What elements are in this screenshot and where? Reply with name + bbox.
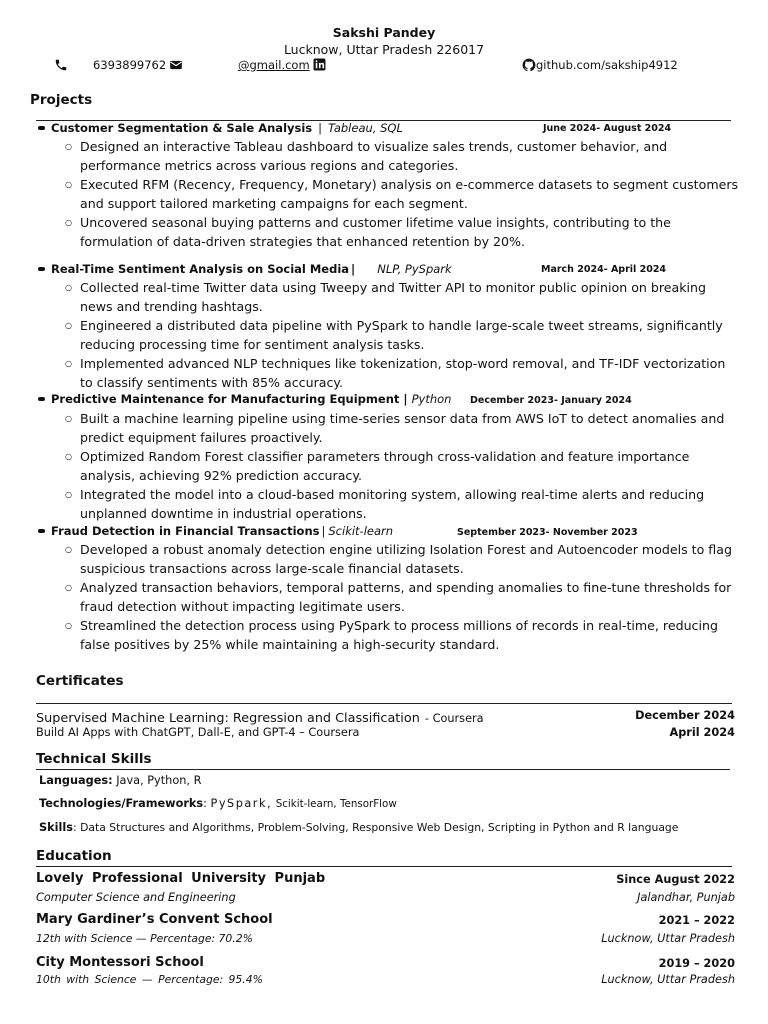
skills-languages — [39, 774, 201, 787]
list-item: ○ Analyzed transaction behaviors, temporal patterns, and spending anomalies to fine-tune thresholds for fraud detection without impacting legitimate users. — [64, 578, 739, 616]
list-item: ○ Built a machine learning pipeline using time-series sensor data from AWS IoT to detect anomalies and predict equipment failures proactively. — [64, 409, 739, 447]
project-4-bullets — [64, 540, 739, 654]
project-title: Real-Time Sentiment Analysis on Social Media — [51, 262, 350, 276]
school-detail: Computer Science and Engineering — [36, 891, 236, 904]
linkedin-icon — [313, 58, 327, 72]
email-link[interactable]: @gmail.com — [238, 58, 310, 72]
school-name: Mary Gardiner’s Convent School — [36, 912, 273, 927]
list-item: ○ Optimized Random Forest classifier parameters through cross-validation and feature importance analysis, achieving 92% prediction accuracy. — [64, 447, 739, 485]
linkedin-contact[interactable] — [313, 58, 327, 72]
project-1-bullets — [64, 137, 739, 251]
certificate-issuer: - Coursera — [424, 712, 484, 725]
project-1-header — [38, 121, 403, 135]
skills-general — [39, 821, 678, 834]
school-place: Lucknow, Uttar Pradesh — [601, 932, 735, 945]
skills-heading: Technical Skills — [36, 751, 152, 767]
skills-value: : Data Structures and Algorithms, Problem-Solving, Responsive Web Design, Scripting in Python and R language — [73, 821, 679, 834]
list-item: ○ Collected real-time Twitter data using Tweepy and Twitter API to monitor public opinion on breaking news and trending hashtags. — [64, 278, 739, 316]
bullet-dot — [38, 126, 45, 130]
list-item: ○ Implemented advanced NLP techniques like tokenization, stop-word removal, and TF-IDF vectorization to classify sentiments with 85% accuracy. — [64, 354, 739, 392]
phone-number[interactable]: 6393899762 — [93, 58, 167, 72]
education-divider — [36, 866, 732, 867]
school-name: Lovely Professional University Punjab — [36, 871, 326, 886]
address: Lucknow, Uttar Pradesh 226017 — [283, 42, 485, 57]
project-tech: Tableau, SQL — [328, 121, 403, 135]
technologies-label: Technologies/Frameworks — [39, 797, 204, 810]
education-heading: Education — [36, 848, 112, 864]
school-date: 2021 – 2022 — [658, 914, 735, 927]
project-title: Fraud Detection in Financial Transactions — [51, 524, 320, 538]
github-icon — [522, 58, 536, 72]
project-date: December 2023- January 2024 — [470, 395, 632, 406]
list-item: ○ Streamlined the detection process using PySpark to process millions of records in real-time, reducing false positives by 25% while maintaining a high-security standard. — [64, 616, 739, 654]
skills-divider — [36, 769, 730, 770]
project-title: Customer Segmentation & Sale Analysis — [51, 121, 313, 135]
certificates-heading: Certificates — [36, 673, 124, 689]
school-place: Jalandhar, Punjab — [637, 891, 735, 904]
languages-value: Java, Python, R — [116, 774, 202, 787]
github-link[interactable]: github.com/sakship4912 — [536, 58, 678, 72]
separator: | — [318, 121, 323, 135]
certificate-name: Supervised Machine Learning: Regression and Classification — [36, 711, 420, 726]
list-item: ○ Uncovered seasonal buying patterns and customer lifetime value insights, contributing to the formulation of data-driven strategies that enhanced retention by 20%. — [64, 213, 739, 251]
school-detail: 10th with Science — Percentage: 95.4% — [36, 973, 263, 986]
school-name: City Montessori School — [36, 955, 204, 970]
certificate-date: December 2024 — [635, 709, 735, 722]
separator: | — [351, 262, 356, 276]
phone-icon — [54, 58, 68, 72]
list-item: ○ Integrated the model into a cloud-based monitoring system, allowing real-time alerts and reducing unplanned downtime in industrial operations. — [64, 485, 739, 523]
envelope-icon — [169, 58, 183, 72]
technologies-colon: : — [203, 797, 207, 810]
bullet-dot — [38, 529, 45, 533]
github-contact[interactable] — [522, 58, 678, 72]
project-date: June 2024- August 2024 — [543, 123, 672, 134]
project-title: Predictive Maintenance for Manufacturing Equipment — [51, 392, 400, 406]
school-place: Lucknow, Uttar Pradesh — [601, 973, 735, 986]
technologies-value: Scikit-learn, TensorFlow — [275, 798, 397, 810]
projects-heading: Projects — [30, 92, 93, 108]
list-item: ○ Designed an interactive Tableau dashboard to visualize sales trends, customer behavior, and performance metrics across various regions and categories. — [64, 137, 739, 175]
skills-technologies — [39, 797, 397, 810]
project-3-header — [38, 392, 451, 406]
bullet-dot — [38, 267, 45, 271]
certificate-name: Build AI Apps with ChatGPT, Dall-E, and GPT-4 – Coursera — [36, 726, 360, 739]
project-tech: NLP, PySpark — [377, 262, 452, 276]
list-item: ○ Executed RFM (Recency, Frequency, Monetary) analysis on e-commerce datasets to segment customers and support tailored marketing campaigns for each segment. — [64, 175, 739, 213]
project-3-bullets — [64, 409, 739, 523]
project-tech: Python — [411, 392, 452, 406]
list-item: ○ Engineered a distributed data pipeline with PySpark to handle large-scale tweet streams, significantly reducing processing time for sentiment analysis tasks. — [64, 316, 739, 354]
certificates-divider — [36, 703, 732, 704]
project-date: March 2024- April 2024 — [541, 264, 667, 275]
separator: | — [403, 392, 408, 406]
separator: | — [321, 524, 326, 538]
technologies-spark: PySpark, — [210, 797, 273, 810]
school-detail: 12th with Science — Percentage: 70.2% — [36, 932, 253, 945]
email-contact — [169, 58, 183, 72]
certificate-row — [36, 707, 484, 726]
certificate-date: April 2024 — [669, 726, 735, 739]
skills-label: Skills — [39, 821, 73, 834]
project-2-bullets — [64, 278, 739, 392]
list-item: ○ Developed a robust anomaly detection engine utilizing Isolation Forest and Autoencoder models to flag suspicious transactions across large-scale financial datasets. — [64, 540, 739, 578]
school-date: Since August 2022 — [616, 873, 735, 886]
project-date: September 2023- November 2023 — [457, 527, 638, 538]
project-tech: Scikit-learn — [328, 524, 394, 538]
phone-contact — [54, 58, 68, 72]
project-4-header — [38, 524, 393, 538]
languages-label: Languages: — [39, 774, 113, 787]
bullet-dot — [38, 397, 45, 401]
school-date: 2019 – 2020 — [658, 957, 735, 970]
resume-name: Sakshi Pandey — [332, 25, 436, 40]
project-2-header — [38, 262, 452, 276]
